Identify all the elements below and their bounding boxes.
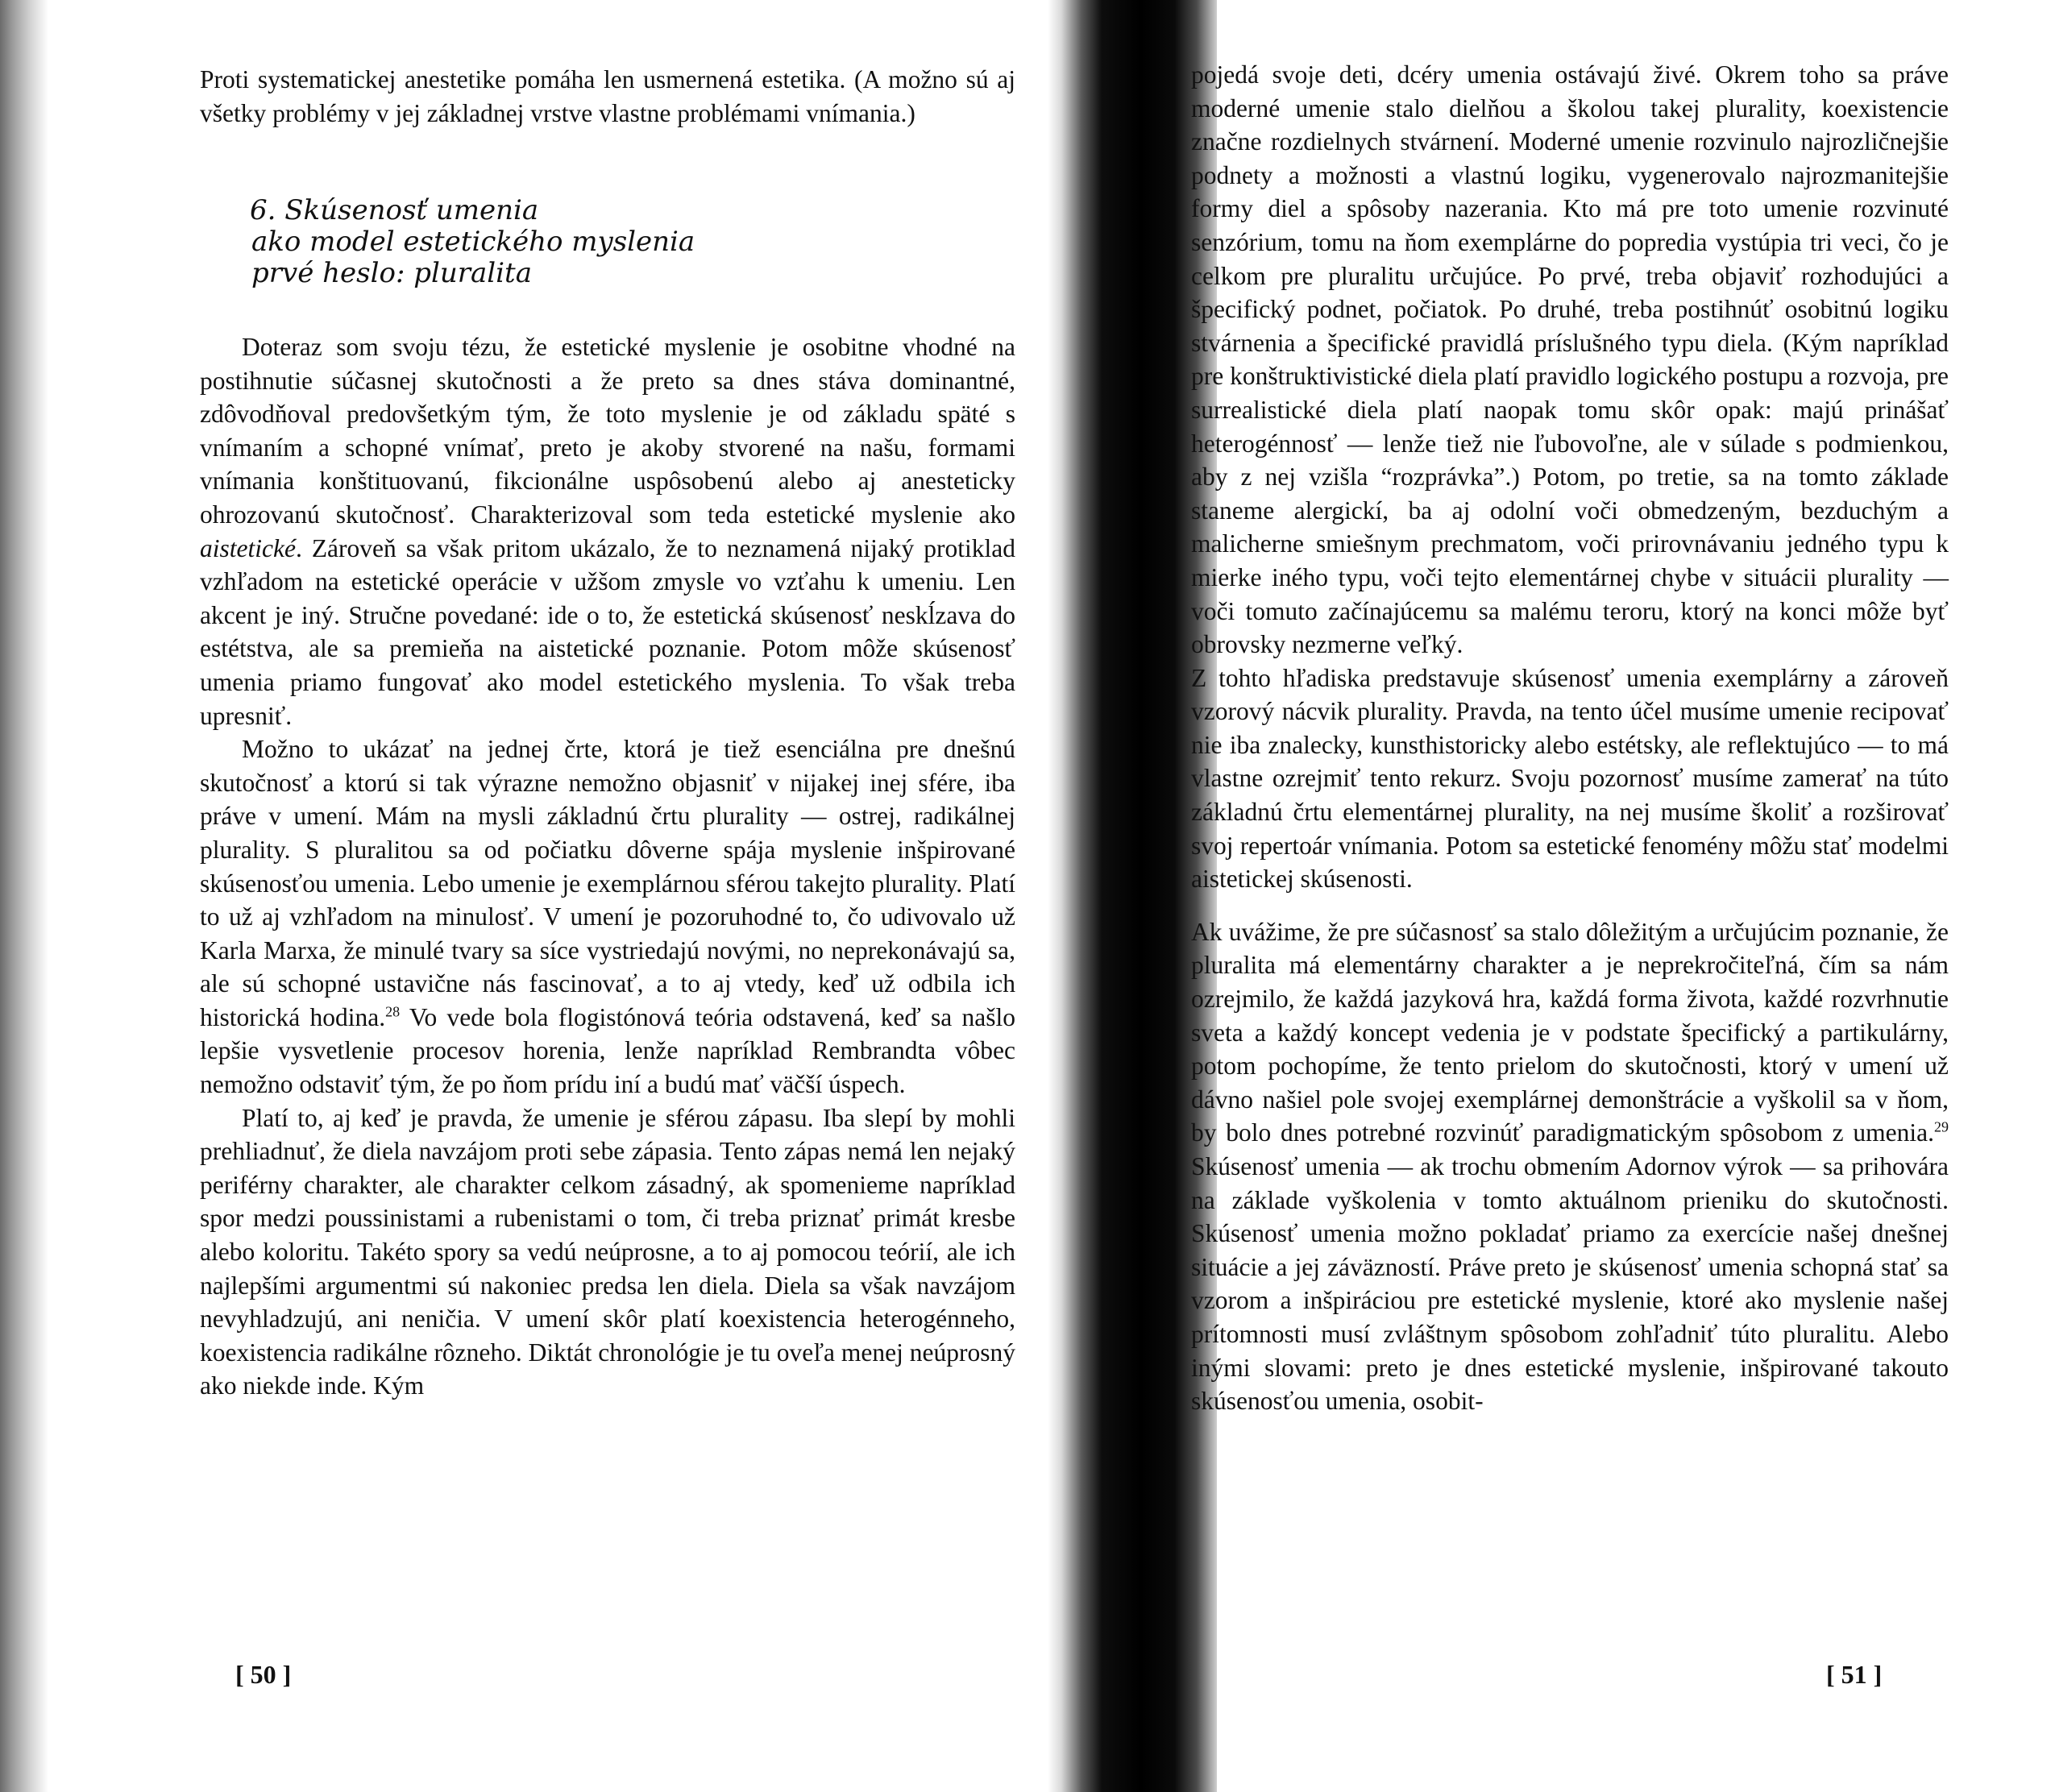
right-body-text xyxy=(1191,58,1949,1418)
page-number: [ 50 ] xyxy=(235,1660,292,1689)
paragraph: Možno to ukázať na jednej črte, ktorá je tiež esenciálna pre dnešnú skutočnosť a ktorú si tak výrazne nemožno objasniť v nijakej inej sfére, iba práve v umení. Mám na mysli základnú črtu plurality — ostrej, radikálnej plurality. S pluralitou sa od počiatku dôverne spája myslenie inšpirované skúsenosťou umenia. Lebo umenie je exemplárnou sférou takejto plurality. Platí to už aj vzhľadom na minulosť. V umení je pozoruhodné to, čo udivovalo už Karla Marxa, že minulé tvary sa síce vystriedajú novými, no neprekonávajú sa, ale sú schopné ustavične nás fascinovať, a to aj vtedy, keď už odbila ich historická hodina.$^{28}$ Vo vede bola flogistónová teória odstavená, keď sa našlo lepšie vysvetlenie procesov horenia, lenže napríklad Rembrandta vôbec nemožno odstaviť tým, že po ňom prídu iní a budú mať väčší úspech. xyxy=(200,735,1015,1099)
paragraph: Ak uvážime, že pre súčasnosť sa stalo dôležitým a určujúcim poznanie, že pluralita má elementárny charakter a je neprekročiteľná, čím sa nám ozrejmilo, že každá jazyková hra, každá forma života, každé rozvrhnutie sveta a každý koncept vedenia je v podstate špecifický a partikulárny, potom pochopíme, že tento prielom do skutočnosti, ktorý v umení už dávno našiel pole svojej exemplárnej demonštrácie a vyškolil sa v ňom, by bolo dnes potrebné rozvinúť paradigmatickým spôsobom z umenia.$^{29}$ Skúsenosť umenia — ak trochu obmením Adornov výrok — sa prihovára na základe vyškolenia v tomto aktuálnom prieniku do skutočnosti. Skúsenosť umenia možno pokladať priamo za exercície našej dnešnej situácie a jej záväzností. Práve preto je skúsenosť umenia schopná stať sa vzorom a inšpiráciou pre estetické myslenie, ktoré ako myslenie našej prítomnosti musí zvláštnym spôsobom zohľadniť túto pluralitu. Alebo inými slovami: preto je dnes estetické myslenie, inšpirované takouto skúsenosťou umenia, osobit- xyxy=(1191,917,1949,1416)
heading-line: prvé heslo: pluralita xyxy=(251,257,532,289)
section-heading xyxy=(250,195,975,289)
heading-line: ako model estetického myslenia xyxy=(251,226,695,258)
left-page xyxy=(200,0,1015,1792)
paragraph: Doteraz som svoju tézu, že estetické myslenie je osobitne vhodné na postihnutie súčasnej skutočnosti a že preto sa dnes stáva dominantné, zdôvodňoval predovšetkým tým, že toto myslenie je od základu späté s vnímaním a schopné vnímať, preto je akoby stvorené na našu, formami vnímania konštituovanú, fikcionálne uspôsobenú alebo aj anesteticky ohrozovanú skutočnosť. Charakterizoval som teda estetické myslenie ako aistetické. Zároveň sa však pritom ukázalo, že to neznamená nijaký protiklad vzhľadom na estetické operácie v užšom zmysle vo vzťahu k umeniu. Len akcent je iný. Stručne povedané: ide o to, že estetická skúsenosť neskĺzava do estétstva, ale sa premieňa na aistetické poznanie. Potom môže skúsenosť umenia priamo fungovať ako model estetického myslenia. To však treba upresniť. xyxy=(200,333,1015,730)
page-number: [ 51 ] xyxy=(1826,1660,1883,1689)
footnote-marker: 28 xyxy=(385,1003,401,1020)
left-body-text xyxy=(200,330,1015,1403)
page-edge-shadow xyxy=(0,0,48,1792)
footnote-marker: 29 xyxy=(1934,1118,1949,1135)
heading-line: 6. Skúsenosť umenia xyxy=(250,194,539,226)
paragraph: pojedá svoje deti, dcéry umenia ostávajú živé. Okrem toho sa práve moderné umenie stalo dielňou a školou takej plurality, koexistencie značne rozdielnych stvárnení. Moderné umenie rozvinulo najrozličnejšie podnety a možnosti a vlastnú logiku, vygenerovalo najrozmanitejšie formy diel a spôsoby nazerania. Kto má pre toto umenie rozvinuté senzórium, tomu na ňom exemplárne do popredia vystúpia tri veci, čo je celkom pre pluralitu určujúce. Po prvé, treba objaviť rozhodujúci a špecifický podnet, počiatok. Po druhé, treba postihnúť osobitnú logiku stvárnenia a špecifické pravidlá príslušného typu diela. (Kým napríklad pre konštruktivistické diela platí pravidlo logického postupu a rozvoja, pre surrealistické diela platí naopak tomu skôr opak: majú prinášať heterogénnosť — lenže tiež nie ľubovoľne, ale v súlade s podmienkou, aby z nej vzišla “rozprávka”.) Potom, po tretie, sa na tomto základe staneme alergickí, ba aj odolní voči obmedzeným, bezduchým a malicherne smiešnym prechmatom, voči prirovnávaniu jedného typu k mierke iného typu, voči tejto elementárnej chybe v situácii plurality — voči tomuto začínajúcemu sa malému teroru, ktorý na konci môže byť obrovsky nezmerne veľký. xyxy=(1191,60,1949,659)
emphasis-text: aistetické xyxy=(200,533,296,562)
right-page xyxy=(1191,0,1949,1792)
intro-paragraph: Proti systematickej anestetike pomáha len usmernená estetika. (A možno sú aj všetky problémy v jej základnej vrstve vlastne problémami vnímania.) xyxy=(200,65,1015,127)
paragraph: Z tohto hľadiska predstavuje skúsenosť umenia exemplárny a zároveň vzorový nácvik plurality. Pravda, na tento účel musíme umenie recipovať nie iba znalecky, kunsthistoricky alebo estétsky, ale reflektujúco — to má vlastne ozrejmiť tento rekurz. Svoju pozornosť musíme zamerať na túto základnú črtu elementárnej plurality, na nej musíme školiť a rozširovať svoj repertoár vnímania. Potom sa estetické fenomény môžu stať modelmi aistetickej skúsenosti. xyxy=(1191,663,1949,894)
paragraph: Platí to, aj keď je pravda, že umenie je sférou zápasu. Iba slepí by mohli prehliadnuť, že diela navzájom proti sebe zápasia. Tento zápas nemá len nejaký periférny charakter, ale charakter celkom zásadný, ak spomenieme napríklad spor medzi poussinistami a rubenistami o tom, či treba priznať primát kresbe alebo koloritu. Takéto spory sa vedú neúprosne, a to aj pomocou teórií, ale ich najlepšími argumentmi sú nakoniec predsa len diela. Diela sa však navzájom nevyhladzujú, ani neničia. V umení skôr platí koexistencia heterogénneho, koexistencia radikálne rôzneho. Diktát chronológie je tu oveľa menej neúprosný ako niekde inde. Kým xyxy=(200,1103,1015,1400)
